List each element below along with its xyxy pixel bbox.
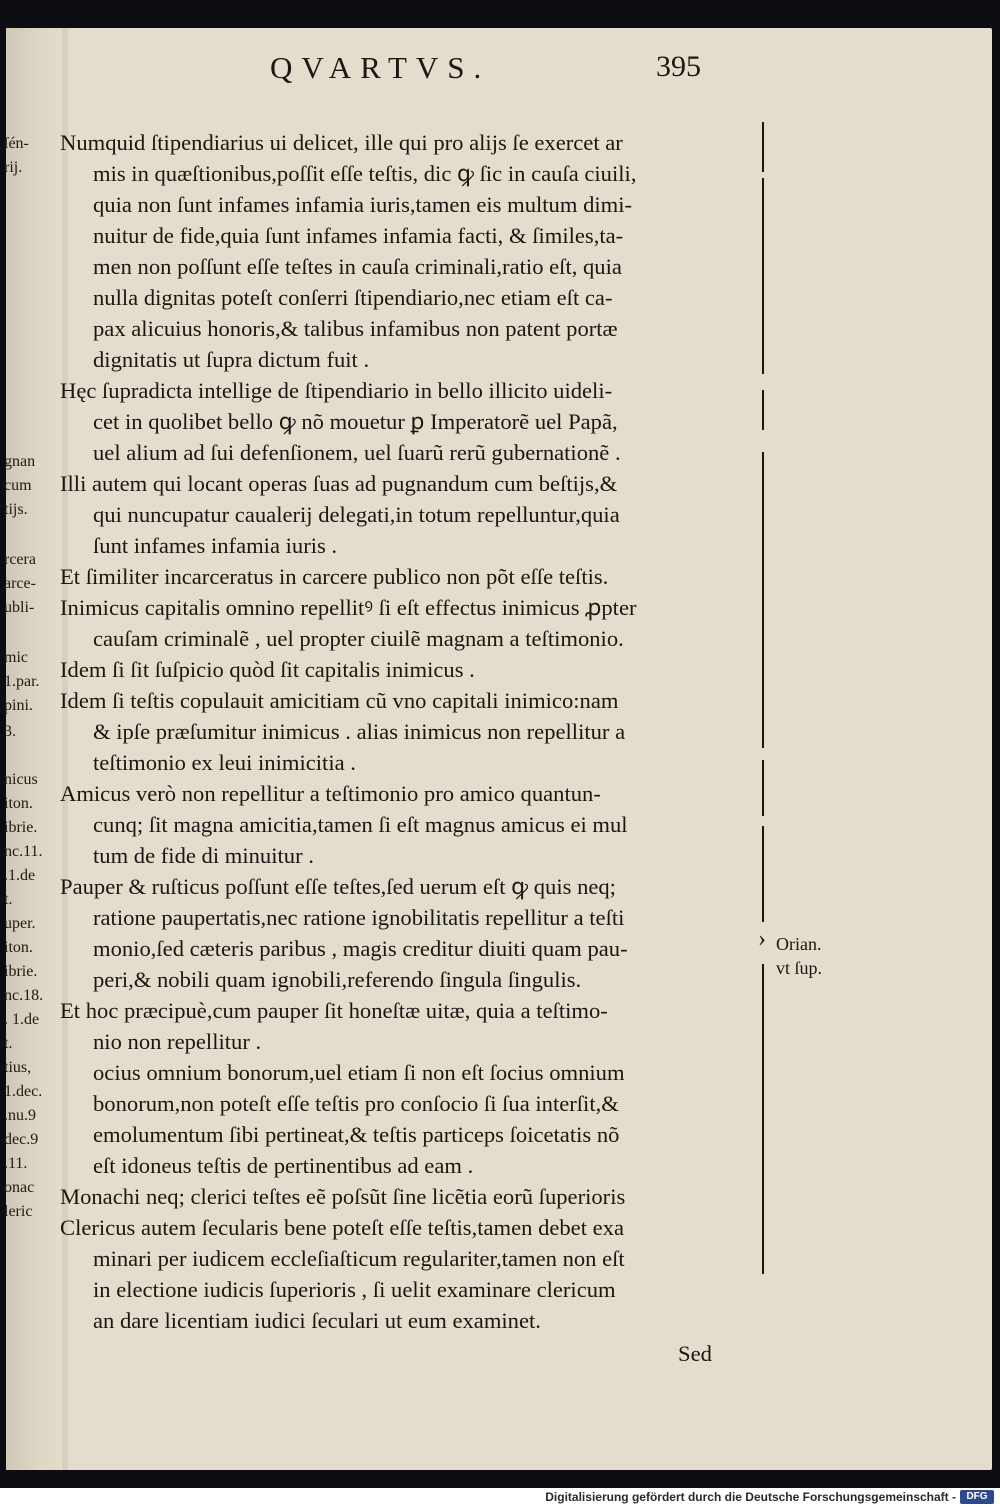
text-line: Numquid ſtipendiarius ui delicet, ille qui pro alijs ſe exercet ar <box>60 130 623 155</box>
text-line: Hęc ſupradicta intellige de ſtipendiario in bello illicito uideli- <box>60 378 613 403</box>
margin-note: rcera <box>4 551 36 568</box>
margin-note: 3. <box>4 723 16 740</box>
text-line: peri,& nobili quam ignobili,referendo ſingula ſingulis. <box>93 967 582 992</box>
right-margin-note-2: vt ſup. <box>776 958 823 978</box>
margin-note: 1.dec. <box>4 1083 43 1100</box>
margin-note: t. <box>4 1035 13 1052</box>
text-line: & ipſe præſumitur inimicus . alias inimicus non repellitur a <box>93 719 626 744</box>
margin-note: cum <box>4 477 32 494</box>
text-line: teſtimonio ex leui inimicitia . <box>93 750 356 775</box>
text-line: Inimicus capitalis omnino repellitꝰ ſi eſt effectus inimicus ꝓpter <box>60 595 637 620</box>
text-line: ratione paupertatis,nec ratione ignobilitatis repellitur a teſti <box>93 905 625 930</box>
margin-note: 1.par. <box>4 673 40 690</box>
text-line: emolumentum ſibi pertineat,& teſtis particeps ſoicetatis nõ <box>93 1122 620 1147</box>
text-line: men non poſſunt eſſe teſtes in cauſa criminali,ratio eſt, quia <box>93 254 622 279</box>
text-line: qui nuncupatur caualerij delegati,in totum repelluntur,quia <box>93 502 620 527</box>
text-line: an dare licentiam iudici ſeculari ut eum examinet. <box>93 1308 541 1333</box>
margin-note: ubli- <box>4 599 35 616</box>
margin-rule-7 <box>762 964 764 1274</box>
folio-number: 395 <box>656 50 701 83</box>
margin-note: onac <box>4 1179 35 1196</box>
text-line: mis in quæſtionibus,poſſit eſſe teſtis, dic ꝙ ſic in cauſa ciuili, <box>93 161 637 186</box>
text-line: cet in quolibet bello ꝙ nõ mouetur ꝑ Imperatorẽ uel Papã, <box>93 409 618 434</box>
text-line: in electione iudicis ſuperioris , ſi uelit examinare clericum <box>93 1277 616 1302</box>
text-line: ſunt infames infamia iuris . <box>93 533 338 558</box>
text-line: Monachi neq; clerici teſtes eẽ poſsũt ſine licẽtia eorũ ſuperioris <box>60 1184 626 1209</box>
margin-rule-3 <box>762 390 764 430</box>
margin-note: gnan <box>4 453 36 470</box>
margin-note: iton. <box>4 795 33 812</box>
margin-note: .nu.9 <box>4 1107 36 1124</box>
page-header <box>0 50 1000 90</box>
text-line: Amicus verò non repellitur a teſtimonio pro amico quantun- <box>60 781 601 806</box>
margin-rule-6 <box>762 826 764 922</box>
margin-note: . 1.de <box>4 1011 40 1028</box>
margin-rule-4 <box>762 452 764 748</box>
text-line: nulla dignitas poteſt conſerri ſtipendiario,nec etiam eſt ca- <box>93 285 613 310</box>
text-line: Et ſimiliter incarceratus in carcere publico non põt eſſe teſtis. <box>60 564 609 589</box>
margin-note: uper. <box>4 915 36 932</box>
right-margin-note-1: Orian. <box>776 934 822 954</box>
text-line: Et hoc præcipuè,cum pauper ſit honeſtæ uitæ, quia a teſtimo- <box>60 998 608 1023</box>
text-line: uel alium ad ſui defenſionem, uel ſuarũ rerũ gubernationẽ . <box>93 440 621 465</box>
margin-note: rij. <box>4 159 23 176</box>
margin-note: t. <box>4 891 13 908</box>
margin-note: nicus <box>4 771 38 788</box>
left-page-edge <box>6 28 66 1470</box>
margin-note: mic <box>4 649 28 666</box>
text-line: bonorum,non poteſt eſſe teſtis pro conſocio ſi ſua interſit,& <box>93 1091 619 1116</box>
text-line: Illi autem qui locant operas ſuas ad pugnandum cum beſtijs,& <box>60 471 618 496</box>
margin-note: tius, <box>4 1059 32 1076</box>
text-line: cauſam criminalẽ , uel propter ciuilẽ magnam a teſtimonio. <box>93 626 624 651</box>
margin-note: arce- <box>4 575 36 592</box>
text-line: Idem ſi ſit ſuſpicio quòd ſit capitalis inimicus . <box>60 657 475 682</box>
margin-note: ibrie. <box>4 819 38 836</box>
margin-note: .1.de <box>4 867 36 884</box>
text-line: Idem ſi teſtis copulauit amicitiam cũ vno capitali inimico:nam <box>60 688 619 713</box>
running-title: QVARTVS. <box>270 50 491 85</box>
text-line: dignitatis ut ſupra dictum fuit . <box>93 347 370 372</box>
margin-note: iton. <box>4 939 33 956</box>
text-line: eſt idoneus teſtis de pertinentibus ad eam . <box>93 1153 474 1178</box>
text-line: cunq; ſit magna amicitia,tamen ſi eſt magnus amicus ei mul <box>93 812 628 837</box>
text-line: minari per iudicem eccleſiaſticum regulariter,tamen non eſt <box>93 1246 625 1271</box>
margin-note: tijs. <box>4 501 28 518</box>
brace-mark: › <box>758 926 766 952</box>
text-line: Clericus autem ſecularis bene poteſt eſſe teſtis,tamen debet exa <box>60 1215 624 1240</box>
margin-note: dec.9 <box>4 1131 39 1148</box>
text-line: Pauper & ruſticus poſſunt eſſe teſtes,ſed uerum eſt ꝙ quis neq; <box>60 874 616 899</box>
dfg-logo: DFG <box>960 1490 994 1504</box>
text-line: nio non repellitur . <box>93 1029 262 1054</box>
text-line: ocius omnium bonorum,uel etiam ſi non eſt ſocius omnium <box>93 1060 625 1085</box>
text-line: quia non ſunt infames infamia iuris,tamen eis multum dimi- <box>93 192 633 217</box>
margin-note: ibrie. <box>4 963 38 980</box>
margin-rule-2 <box>762 178 764 374</box>
margin-note: pini. <box>4 697 33 714</box>
footer-credit: Digitalisierung gefördert durch die Deutsche Forschungsgemeinschaft - <box>545 1490 956 1504</box>
footer-bar <box>0 1488 1000 1508</box>
text-line: nuitur de fide,quia ſunt infames infamia facti, & ſimiles,ta- <box>93 223 624 248</box>
margin-note: nc.18. <box>4 987 44 1004</box>
margin-note: ſén- <box>4 135 29 152</box>
margin-rule-1 <box>762 122 764 172</box>
margin-rule-5 <box>762 760 764 816</box>
text-line: monio,ſed cæteris paribus , magis creditur diuiti quam pau- <box>93 936 628 961</box>
margin-note: leric <box>4 1203 33 1220</box>
margin-note: .11. <box>4 1155 28 1172</box>
text-line: pax alicuius honoris,& talibus infamibus non patent portæ <box>93 316 618 341</box>
text-line: tum de fide di minuitur . <box>93 843 314 868</box>
body-text <box>60 127 760 1369</box>
catchword: Sed <box>678 1341 712 1366</box>
margin-note: nc.11. <box>4 843 43 860</box>
